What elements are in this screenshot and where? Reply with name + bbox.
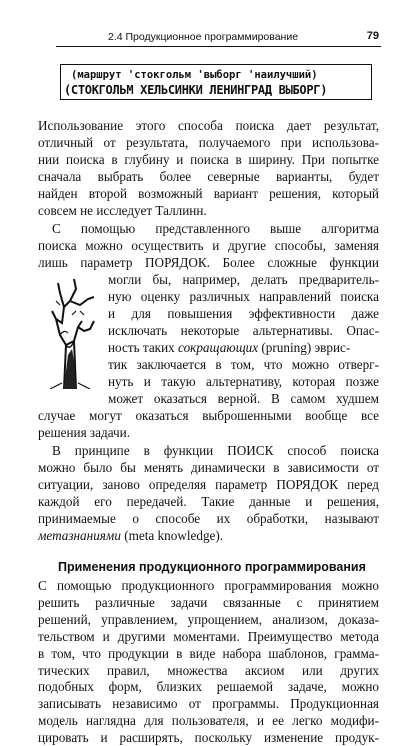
body-line: и для повышения эффективности даже — [108, 306, 379, 321]
body-line: исключать некоторые альтернативы. Опас- — [108, 323, 379, 338]
body-line: записывать независимо от программы. Продукционная — [38, 696, 379, 712]
body-line: можно было бы менять динамически в зависимости от — [38, 460, 379, 475]
body-line: решить различные задачи связанные с принятием — [38, 594, 379, 610]
code-example-box — [60, 64, 372, 100]
body-line: ситуации, заново определяя параметр ПОРЯДОК перед — [38, 477, 379, 492]
running-head — [56, 30, 381, 47]
body-line — [108, 340, 350, 356]
subsection-heading: Применения продукционного программирования — [58, 560, 366, 574]
body-line: цировать и расширять, поскольку изменение продук- — [38, 730, 379, 746]
body-line: тельством и другими моментами. Преимущество метода — [38, 628, 379, 644]
body-line: С помощью представленного выше алгоритма — [52, 221, 379, 236]
body-line: сначала выбрать более северные варианты, будет — [38, 169, 379, 184]
body-line: тик заключается в том, что можно отверг- — [108, 357, 379, 372]
body-line: ную оценку различных направлений поиска — [108, 289, 379, 304]
body-line: нуть и такую альтернативу, которая позже — [108, 374, 379, 389]
body-line: может оказаться верной. В самом худшем — [108, 391, 379, 406]
body-line: лишь параметр ПОРЯДОК. Более сложные функции — [38, 255, 379, 270]
italic-term: метазнаниями — [38, 528, 121, 543]
body-line: найден второй возможный вариант решения, который — [38, 186, 379, 201]
body-line: В принципе в функции ПОИСК способ поиска — [52, 443, 379, 458]
body-line: нии поиска в глубину и поиска в ширину. При попытке — [38, 152, 379, 167]
body-line: отличный от результата, получаемого при использова- — [38, 135, 379, 150]
body-line: решений, управлением, упрощением, анализом, доказа- — [38, 611, 379, 627]
body-line: совсем не исследует Таллинн. — [38, 203, 207, 218]
body-line: Использование этого способа поиска дает результат, — [38, 118, 379, 133]
body-text: (pruning) эврис- — [258, 340, 351, 355]
section-title: 2.4 Продукционное программирование — [108, 31, 299, 43]
body-line: каждой его передачей. Такие данные и решения, — [38, 494, 379, 509]
tree-stump-illustration — [50, 271, 100, 389]
body-line: могли бы, например, делать предваритель- — [108, 272, 379, 287]
italic-term: сокращающих — [178, 340, 259, 355]
page-number: 79 — [366, 30, 379, 42]
body-text: (meta knowledge). — [120, 528, 224, 543]
code-input-line: (маршрут 'стокгольм 'выборг 'наилучший) — [71, 69, 318, 81]
body-line: решения задачи. — [38, 425, 131, 440]
body-text: ность таких — [108, 340, 179, 355]
body-line — [38, 528, 223, 544]
code-output-line: (СТОКГОЛЬМ ХЕЛЬСИНКИ ЛЕНИНГРАД ВЫБОРГ) — [64, 83, 328, 97]
body-line: тических правил, множества аксиом или других — [38, 662, 379, 678]
body-line: случае могут оказаться выброшенными вообще все — [38, 408, 379, 423]
body-line: С помощью продукционного программирования можно — [38, 578, 379, 593]
body-line: модель наглядна для пользователя, и ее легко модифи- — [38, 713, 379, 729]
body-line: в том, что продукции в виде набора шаблонов, грамма- — [38, 645, 379, 661]
body-line: принимаемые о способе их обработки, называют — [38, 511, 379, 526]
body-line: подобных форм, близких решаемой задаче, можно — [38, 679, 379, 695]
body-line: поиска можно осуществить и другие способы, заменяя — [38, 238, 379, 253]
